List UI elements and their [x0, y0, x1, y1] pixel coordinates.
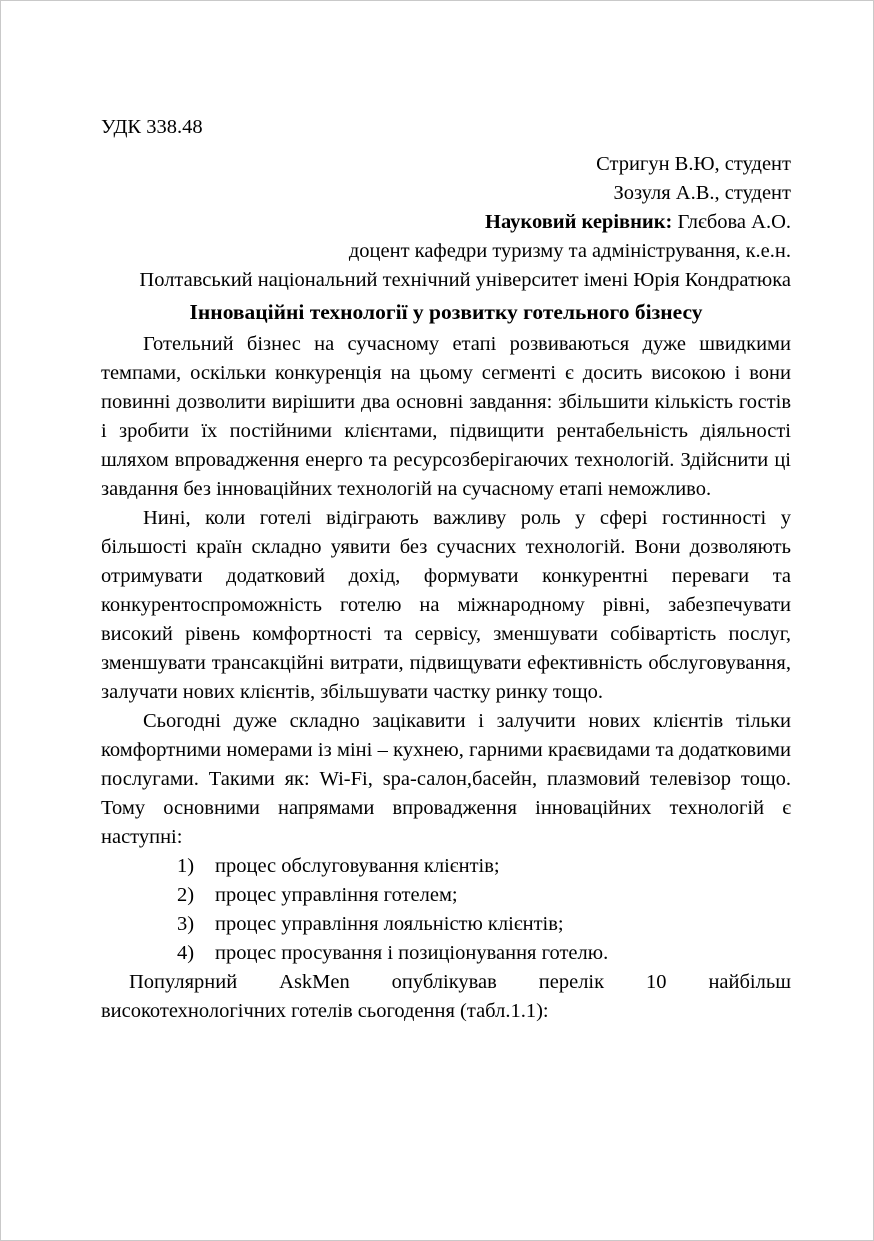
paragraph-1: Готельний бізнес на сучасному етапі розвиваються дуже швидкими темпами, оскільки конкуренція на цьому сегменті є досить високою і вони повинні дозволити вирішити два основні завдання: збільшити кількість гостів і зробити їх постійними клієнтами, підвищити рентабельність діяльності шляхом впровадження енерго та ресурсозберігаючих технологій. Здійснити ці завдання без інноваційних технологій на сучасному етапі неможливо. — [101, 333, 791, 500]
list-item-number: 2) — [177, 884, 195, 906]
udc-code: УДК 338.48 — [101, 116, 203, 138]
supervisor-label: Науковий керівник: — [485, 211, 673, 233]
paragraph-3: Сьогодні дуже складно зацікавити і залучити нових клієнтів тільки комфортними номерами із міні – кухнею, гарними краєвидами та додатковими послугами. Такими як: Wi-Fi, spa-салон,басейн, плазмовий телевізор тощо. Тому основними напрямами впровадження інноваційних технологій є наступні: — [101, 710, 791, 848]
list-item-number: 4) — [177, 942, 195, 964]
supervisor-name: Глєбова А.О. — [677, 211, 791, 233]
affiliation: Полтавський національний технічний університет імені Юрія Кондратюка — [139, 269, 791, 291]
author-line-2: Зозуля А.В., студент — [613, 182, 791, 204]
supervisor-line — [101, 208, 791, 237]
list-item-text: процес обслуговування клієнтів; — [215, 855, 500, 877]
list-item-number: 3) — [177, 913, 195, 935]
closing-paragraph: Популярний AskMen опублікував перелік 10 найбільш високотехнологічних готелів сьогодення (табл.1.1): — [101, 971, 791, 1022]
author-line-1: Стригун В.Ю, студент — [596, 153, 791, 175]
list-item — [101, 852, 791, 881]
innovation-directions-list — [101, 852, 791, 968]
list-item-text: процес просування і позиціонування готелю. — [215, 942, 609, 964]
paper-title: Інноваційні технології у розвитку готельного бізнесу — [189, 300, 703, 324]
list-item-text: процес управління лояльністю клієнтів; — [215, 913, 564, 935]
list-item — [101, 939, 791, 968]
list-item — [101, 881, 791, 910]
paragraph-2: Нині, коли готелі відіграють важливу роль у сфері гостинності у більшості країн складно уявити без сучасних технологій. Вони дозволяють отримувати додатковий дохід, формувати конкурентні переваги та конкурентоспроможність готелю на міжнародному рівні, забезпечувати високий рівень комфортності та сервісу, зменшувати собівартість послуг, зменшувати трансакційні витрати, підвищувати ефективність обслуговування, залучати нових клієнтів, збільшувати частку ринку тощо. — [101, 507, 791, 703]
author-block — [101, 150, 791, 295]
supervisor-position: доцент кафедри туризму та адміністрування, к.е.н. — [348, 240, 791, 262]
list-item-number: 1) — [177, 855, 195, 877]
list-item-text: процес управління готелем; — [215, 884, 458, 906]
list-item — [101, 910, 791, 939]
